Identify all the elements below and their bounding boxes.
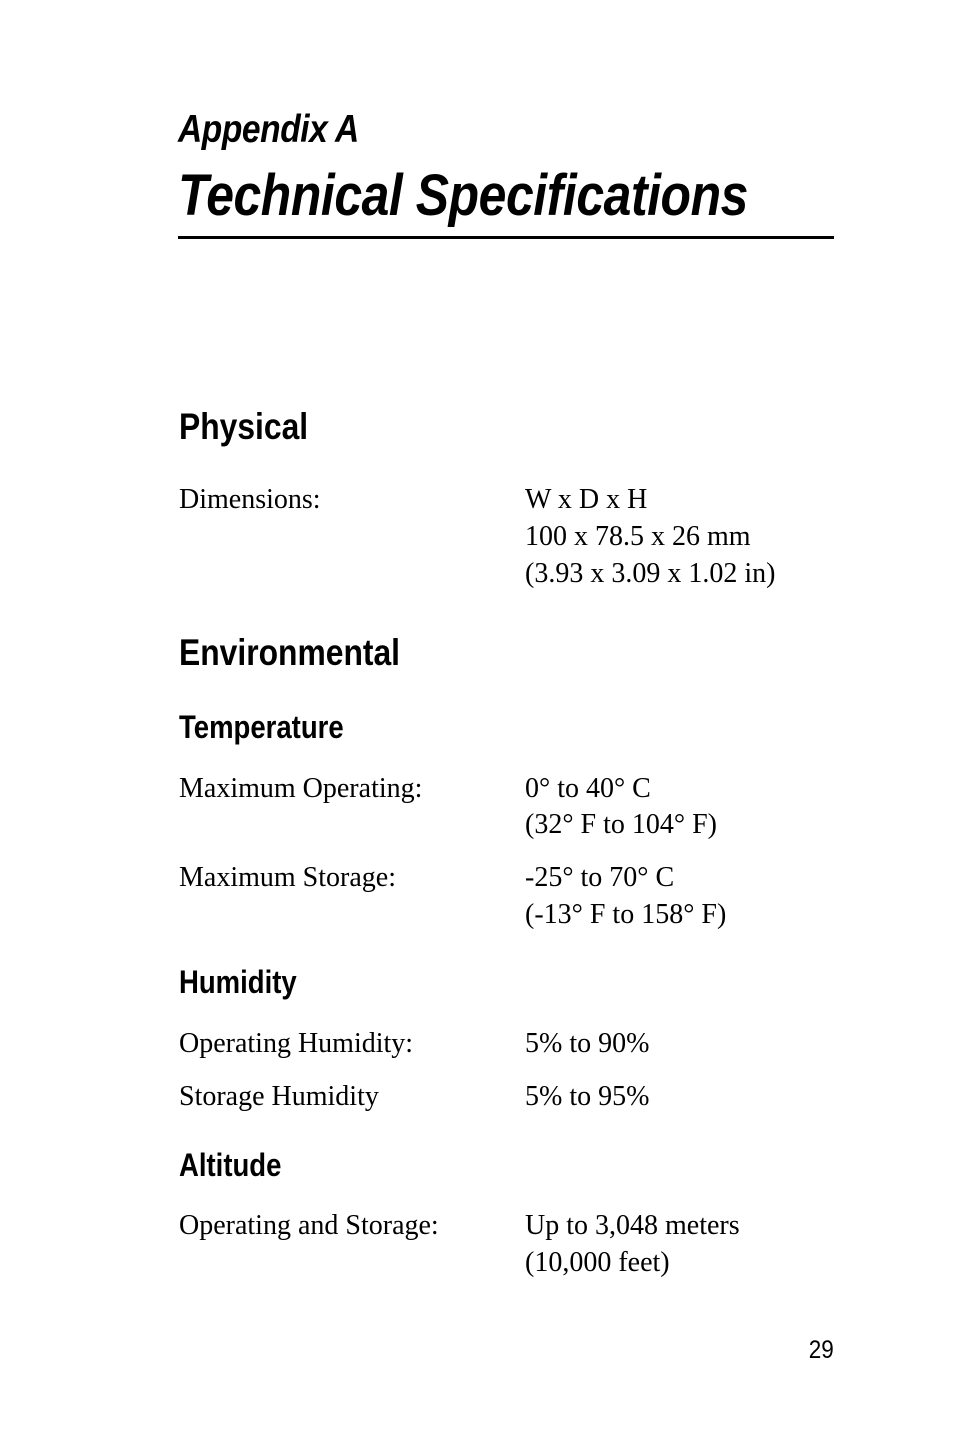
max-operating-value-line-1: 0° to 40° C [525,773,651,804]
max-storage-label: Maximum Storage: [179,862,396,893]
storage-humidity-value: 5% to 95% [525,1081,650,1112]
page-number: 29 [808,1336,834,1364]
subheading-humidity: Humidity [179,964,297,1000]
appendix-label: Appendix A [178,108,359,151]
subheading-altitude: Altitude [179,1147,282,1183]
storage-humidity-label: Storage Humidity [179,1081,379,1112]
altitude-label: Operating and Storage: [179,1210,439,1241]
operating-humidity-value: 5% to 90% [525,1028,650,1059]
title-rule [178,236,834,239]
dimensions-value-line-1: W x D x H [525,484,648,515]
max-operating-value-line-2: (32° F to 104° F) [525,809,717,840]
section-heading-environmental: Environmental [179,632,401,673]
dimensions-value-line-2: 100 x 78.5 x 26 mm [525,521,751,552]
max-operating-label: Maximum Operating: [179,773,423,804]
altitude-value-line-2: (10,000 feet) [525,1247,670,1278]
operating-humidity-label: Operating Humidity: [179,1028,414,1059]
dimensions-value-line-3: (3.93 x 3.09 x 1.02 in) [525,558,776,589]
section-heading-physical: Physical [179,406,309,447]
dimensions-label: Dimensions: [179,484,321,515]
max-storage-value-line-2: (-13° F to 158° F) [525,899,727,930]
page-title: Technical Specifications [178,163,748,228]
altitude-value-line-1: Up to 3,048 meters [525,1210,740,1241]
subheading-temperature: Temperature [179,709,344,745]
max-storage-value-line-1: -25° to 70° C [525,862,675,893]
